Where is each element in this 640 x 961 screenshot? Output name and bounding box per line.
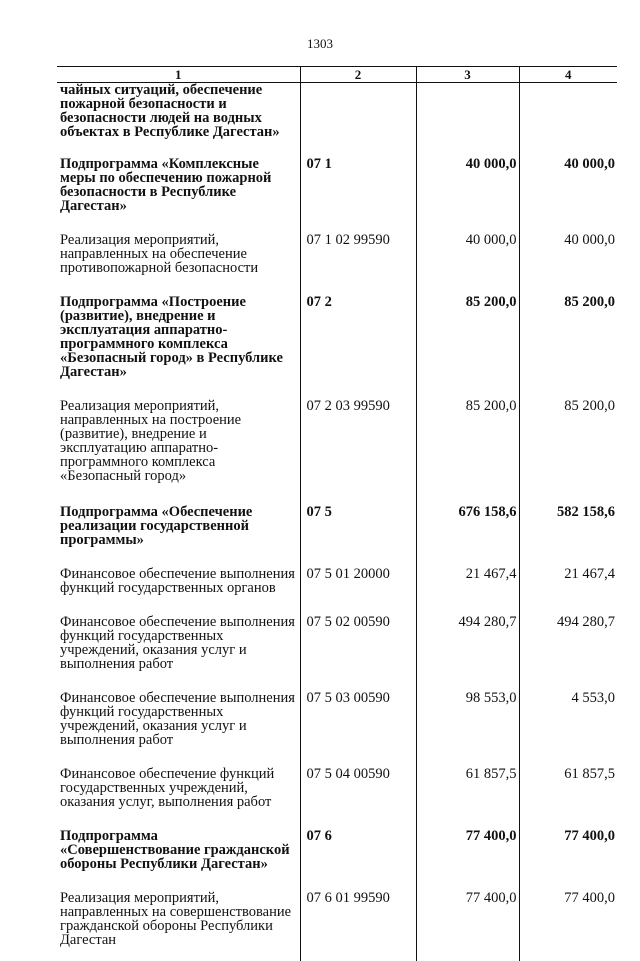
row-code: 07 5 03 00590 [300, 691, 416, 767]
row-code: 07 5 04 00590 [300, 767, 416, 829]
row-name: Реализация мероприятий, направленных на обеспечение противопожарной безопасности [60, 232, 259, 276]
row-amount-a [416, 83, 519, 158]
table-row [57, 399, 617, 505]
row-code: 07 6 01 99590 [300, 891, 416, 961]
table-row [57, 157, 617, 233]
row-amount-b: 494 280,7 [519, 615, 617, 691]
row-amount-a: 21 467,4 [416, 567, 519, 615]
row-name: чайных ситуаций, обеспечение пожарной безопасности и безопасности людей на водных объектах в Республике Дагестан» [60, 82, 280, 140]
row-amount-a: 98 553,0 [416, 691, 519, 767]
header-cell-1: 1 [57, 67, 300, 83]
row-code: 07 5 02 00590 [300, 615, 416, 691]
row-name: Подпрограмма «Совершенствование гражданской обороны Республики Дагестан» [60, 828, 290, 872]
row-amount-b: 4 553,0 [519, 691, 617, 767]
table-row [57, 829, 617, 891]
row-amount-a: 494 280,7 [416, 615, 519, 691]
table-row [57, 295, 617, 399]
row-code: 07 5 [300, 505, 416, 567]
table-row [57, 505, 617, 567]
row-name: Подпрограмма «Построение (развитие), внедрение и эксплуатация аппаратно-программного комплекса «Безопасный город» в Республике Дагестан» [60, 294, 283, 380]
table-row [57, 567, 617, 615]
row-amount-b: 40 000,0 [519, 157, 617, 233]
row-amount-a: 77 400,0 [416, 829, 519, 891]
row-amount-a: 40 000,0 [416, 157, 519, 233]
row-amount-b: 582 158,6 [519, 505, 617, 567]
row-amount-b: 77 400,0 [519, 891, 617, 961]
row-code: 07 2 [300, 295, 416, 399]
row-amount-b: 85 200,0 [519, 295, 617, 399]
row-amount-b: 77 400,0 [519, 829, 617, 891]
row-code: 07 1 [300, 157, 416, 233]
row-name: Подпрограмма «Комплексные меры по обеспечению пожарной безопасности в Республике Дагестан» [60, 156, 272, 214]
table-row [57, 615, 617, 691]
header-cell-2: 2 [300, 67, 416, 83]
row-code [300, 83, 416, 158]
header-row [57, 67, 617, 83]
header-cell-4: 4 [519, 67, 617, 83]
row-amount-b [519, 83, 617, 158]
table-row [57, 767, 617, 829]
row-amount-a: 85 200,0 [416, 295, 519, 399]
row-name: Финансовое обеспечение выполнения функций государственных учреждений, оказания услуг и выполнения работ [60, 690, 295, 748]
row-code: 07 1 02 99590 [300, 233, 416, 295]
row-amount-a: 40 000,0 [416, 233, 519, 295]
row-amount-a: 676 158,6 [416, 505, 519, 567]
row-amount-b: 61 857,5 [519, 767, 617, 829]
row-name: Подпрограмма «Обеспечение реализации государственной программы» [60, 504, 253, 548]
row-code: 07 6 [300, 829, 416, 891]
row-amount-a: 61 857,5 [416, 767, 519, 829]
table-row [57, 83, 617, 158]
table-row [57, 691, 617, 767]
row-code: 07 2 03 99590 [300, 399, 416, 505]
table-row [57, 891, 617, 961]
row-amount-b: 85 200,0 [519, 399, 617, 505]
row-code: 07 5 01 20000 [300, 567, 416, 615]
row-amount-b: 40 000,0 [519, 233, 617, 295]
row-name: Реализация мероприятий, направленных на построение (развитие), внедрение и эксплуатацию аппаратно-программного комплекса «Безопасный город» [60, 398, 242, 484]
row-amount-b: 21 467,4 [519, 567, 617, 615]
row-amount-a: 77 400,0 [416, 891, 519, 961]
header-cell-3: 3 [416, 67, 519, 83]
row-name: Финансовое обеспечение выполнения функций государственных органов [60, 566, 295, 596]
row-name: Финансовое обеспечение функций государственных учреждений, оказания услуг, выполнения работ [60, 766, 275, 810]
page-number: 1303 [307, 36, 333, 51]
budget-table [57, 66, 617, 961]
table-row [57, 233, 617, 295]
row-name: Реализация мероприятий, направленных на совершенствование гражданской обороны Республики Дагестан [60, 890, 292, 948]
row-amount-a: 85 200,0 [416, 399, 519, 505]
row-name: Финансовое обеспечение выполнения функций государственных учреждений, оказания услуг и выполнения работ [60, 614, 295, 672]
